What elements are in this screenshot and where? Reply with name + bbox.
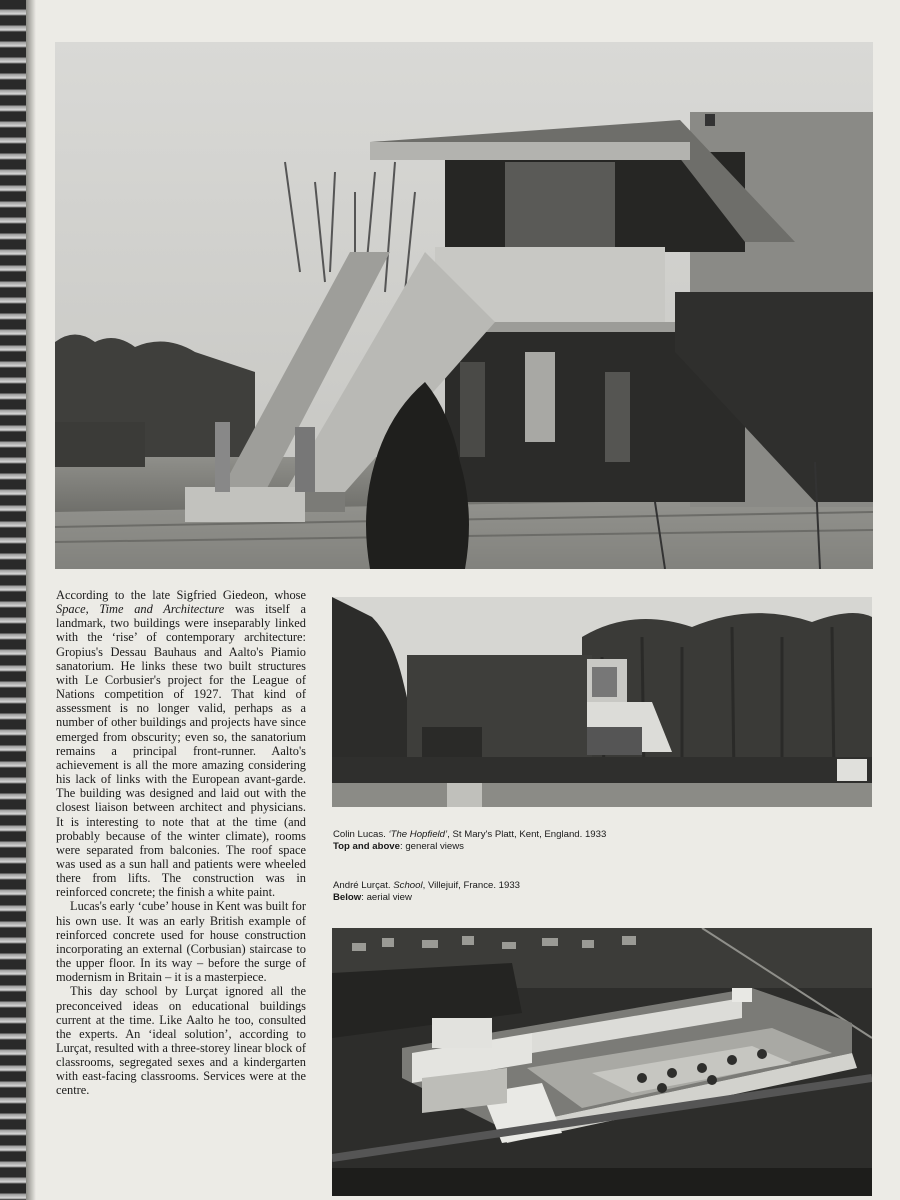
caption-2-architect: André Lurçat.	[333, 880, 394, 891]
paragraph-1-lead: According to the late Sigfried Giedeon, whose	[56, 588, 306, 602]
page-gutter-shadow	[26, 0, 36, 1200]
caption-hopfield	[333, 829, 633, 853]
article-body	[56, 588, 306, 1098]
photo-hopfield-house-side	[332, 597, 872, 807]
caption-1-place: , St Mary's Platt, Kent, England. 1933	[447, 829, 607, 840]
caption-2-title: School	[393, 880, 423, 891]
photo-school-aerial	[332, 928, 872, 1196]
caption-1-label: Top and above	[333, 841, 400, 853]
book-title: Space, Time and Architecture	[56, 602, 225, 617]
paragraph-1	[56, 588, 306, 899]
hopfield-house-illustration	[55, 42, 873, 569]
paragraph-3: This day school by Lurçat ignored all the preconceived ideas on educational buildings current at the time. Like Aalto he too, consulted the experts. An ‘ideal solution’, according to Lurçat, resulted with a three-storey linear block of classrooms, segregated sexes and a kindergarten with east-facing classrooms. Services were at the centre.	[56, 984, 306, 1098]
book-spine-edge	[0, 0, 26, 1200]
paragraph-1-rest: was itself a landmark, two buildings were inseparably linked with the ‘rise’ of contemporary architecture: Gropius's Dessau Bauhaus and Aalto's Piamio sanatorium. He links these two built structures with Le Corbusier's project for the League of Nations competition of 1927. That kind of assessment is no longer valid, perhaps as a number of other buildings and projects have since emerged from obscurity; even so, the sanatorium remains a principal front-runner. Aalto's achievement is all the more amazing considering his lack of links with the European avant-garde. The building was designed and laid out with the closest liaison between architect and physicians. It is interesting to note that at the time (and probably because of the winter climate), rooms were separated from balconies. The roof space was used as a sun hall and patients were wheeled there from lifts. The construction was in reinforced concrete; the finish a white paint.	[56, 602, 306, 900]
caption-1-desc: : general views	[399, 841, 464, 853]
caption-2-desc: : aerial view	[361, 892, 412, 904]
photo-hopfield-house-front	[55, 42, 873, 569]
caption-2-place: , Villejuif, France. 1933	[422, 880, 521, 891]
caption-2-label: Below	[333, 892, 362, 904]
paragraph-2: Lucas's early ‘cube’ house in Kent was built for his own use. It was an early British example of reinforced concrete used for house construction incorporating an external (Corbusian) staircase to the upper floor. In its way – before the surge of modernism in Britain – it is a masterpiece.	[56, 899, 306, 985]
caption-1-title: ‘The Hopfield’	[388, 829, 448, 840]
school-aerial-illustration	[332, 928, 872, 1196]
caption-1-architect: Colin Lucas.	[333, 829, 389, 840]
hopfield-house-side-illustration	[332, 597, 872, 807]
caption-school	[333, 880, 633, 904]
